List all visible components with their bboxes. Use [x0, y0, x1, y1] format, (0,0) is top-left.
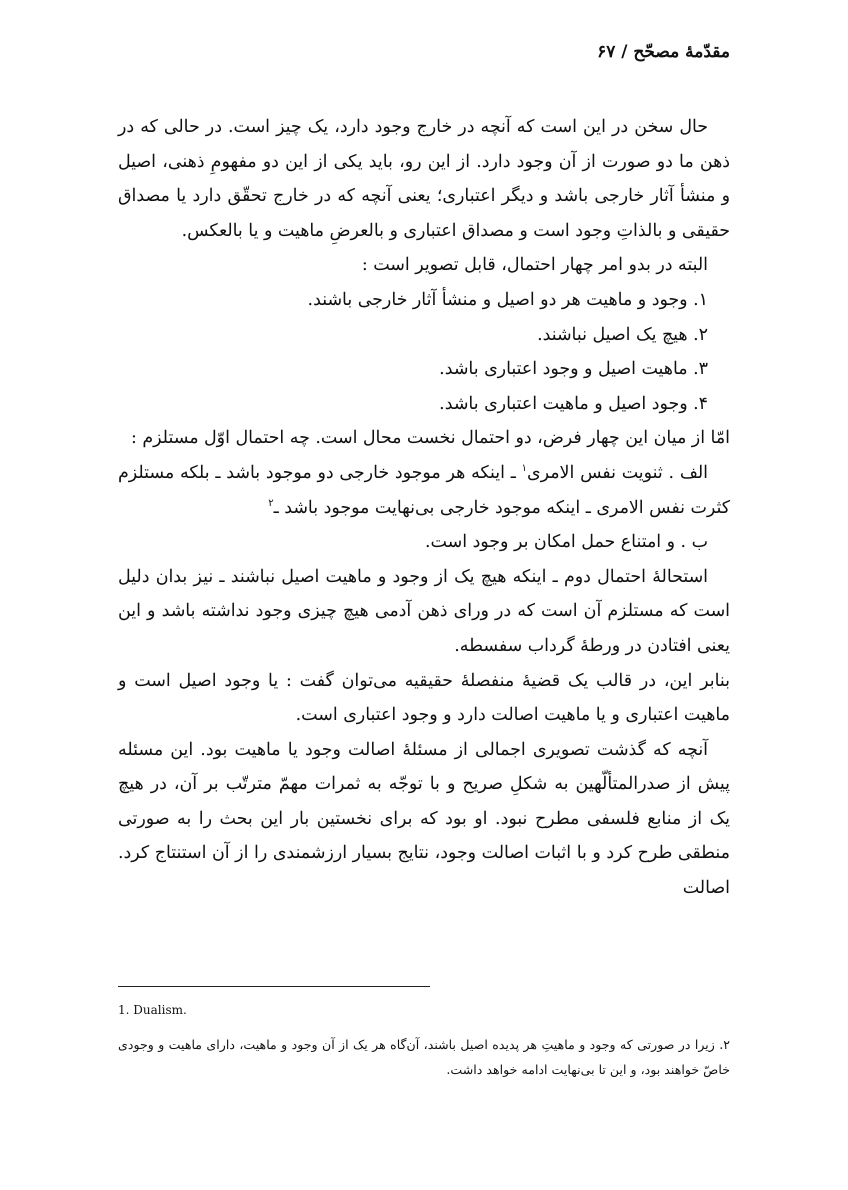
paragraph-4-rest: ـ اینکه هر موجود خارجی دو موجود باشد ـ بلکه مستلزم کثرت نفس الامری ـ اینکه موجود خارجی بی‌نهایت موجود باشد ـ: [118, 462, 730, 518]
footnote-ref-1[interactable]: ۱: [521, 463, 528, 475]
paragraph-8: آنچه که گذشت تصویری اجمالی از مسئلهٔ اصالت وجود یا ماهیت بود. این مسئله پیش از صدرالمتألّهین به شکلِ صریح و با توجّه به ثمرات مهمّ مترتّب بر آن، در هیچ یک از منابع فلسفی مطرح نبود. او بود که برای نخستین بار این بحث را به صورتی منطقی طرح کرد و با اثبات اصالت وجود، نتایج بسیار ارزشمندی را از آن استنتاج کرد. اصالت: [118, 739, 730, 899]
footnote-2: ۲. زیرا در صورتی که وجود و ماهیتِ هر پدیده اصیل باشند، آن‌گاه هر یک از آن وجود و ماهیت، دارای ماهیت و وجودی خاصّ خواهند بود، و این تا بی‌نهایت ادامه خواهد داشت.: [118, 1037, 730, 1077]
main-text: [118, 110, 730, 906]
footnote-divider: [118, 986, 430, 987]
paragraph-5: ب . و امتناع حمل امکان بر وجود است.: [425, 532, 708, 553]
list-item-4: ۴. وجود اصیل و ماهیت اعتباری باشد.: [439, 393, 708, 414]
paragraph-2: البته در بدو امر چهار احتمال، قابل تصویر است :: [361, 255, 708, 276]
paragraph-4: [118, 456, 730, 525]
list-item-1: ۱. وجود و ماهیت هر دو اصیل و منشأ آثار خارجی باشند.: [307, 289, 708, 310]
paragraph-7: بنابر این، در قالب یک قضیهٔ منفصلهٔ حقیقیه می‌توان گفت : یا وجود اصیل است و ماهیت اعتباری و یا ماهیت اصالت دارد و وجود اعتباری است.: [118, 670, 730, 726]
footnote-ref-2[interactable]: ۲: [268, 497, 274, 509]
list-item-3: ۳. ماهیت اصیل و وجود اعتباری باشد.: [439, 359, 708, 380]
footnote-1: 1. Dualism.: [118, 1003, 187, 1017]
running-header: مقدّمهٔ مصحّح / ۶۷: [597, 42, 730, 62]
paragraph-3: امّا از میان این چهار فرض، دو احتمال نخست محال است. چه احتمال اوّل مستلزم :: [130, 428, 730, 449]
paragraph-4-start: الف . ثنویت نفس الامری: [527, 462, 708, 483]
footnote-2-block: [118, 1032, 730, 1082]
list-item-2: ۲. هیچ یک اصیل نباشند.: [537, 324, 708, 345]
paragraph-6: استحالهٔ احتمال دوم ـ اینکه هیچ یک از وجود و ماهیت اصیل نباشند ـ نیز بدان دلیل است که مستلزم آن است که در ورای ذهن آدمی هیچ چیزی وجود نداشته باشد و این یعنی افتادن در ورطهٔ گرداب سفسطه.: [118, 566, 730, 656]
paragraph-1: حال سخن در این است که آنچه در خارج وجود دارد، یک چیز است. در حالی که در ذهن ما دو صورت از آن وجود دارد. از این رو، باید یکی از این دو مفهومِ ذهنی، اصیل و منشأ آثار خارجی باشد و دیگر اعتباری؛ یعنی آنچه که در خارج تحقّق دارد یا مصداق حقیقی و بالذاتِ وجود است و مصداق اعتباری و بالعرضِ ماهیت و یا بالعکس.: [118, 117, 730, 241]
